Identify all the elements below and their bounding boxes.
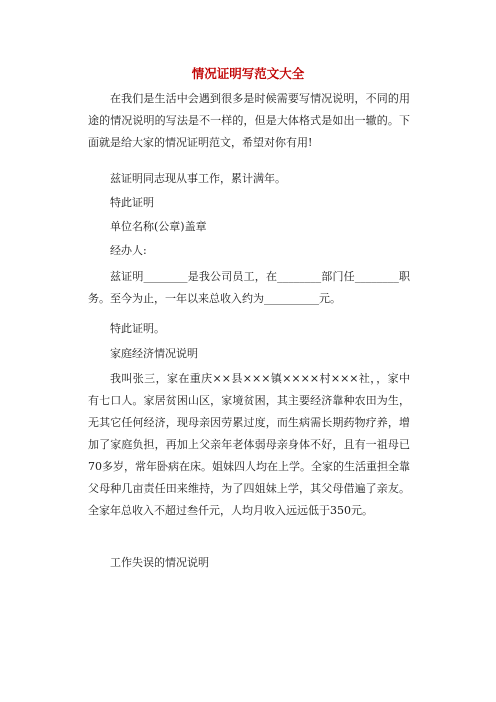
certificate-closing-line: 特此证明 xyxy=(110,196,154,209)
certificate-body-line: 兹证明同志现从事工作，累计满年。 xyxy=(110,172,286,185)
document-title: 情况证明写范文大全 xyxy=(191,66,305,81)
organization-seal-line: 单位名称(公章)盖章 xyxy=(110,220,207,233)
intro-paragraph: 在我们是生活中会遇到很多是时候需要写情况说明，不同的用途的情况说明的写法是不一样的，但是大体格式是如出一辙的。下面就是给大家的情况证明范文，希望对你有用! xyxy=(88,92,410,149)
employment-closing-line: 特此证明。 xyxy=(110,322,165,335)
section-heading-family-finance: 家庭经济情况说明 xyxy=(110,347,198,360)
employment-certificate-paragraph: 兹证明________是我公司员工，在________部门任________职务。至今为止，一年以来总收入约为__________元。 xyxy=(88,270,410,305)
section-heading-work-error: 工作失误的情况说明 xyxy=(110,556,209,569)
handler-line: 经办人: xyxy=(110,244,147,257)
family-finance-paragraph: 我叫张三，家在重庆××县×××镇××××村×××社，，家中有七口人。家居贫困山区，家境贫困，其主要经济靠种农田为生，无其它任何经济，现母亲因劳累过度，而生病需长期药物疗养，增加了家庭负担，再加上父亲年老体弱母亲身体不好，且有一祖母已70多岁，常年卧病在床。姐妹四人均在上学。全家的生活重担全靠父母种几亩责任田来维持，为了四姐妹上学，其父母借遍了亲友。全家年总收入不超过叁仟元，人均月收入远远低于350元。 xyxy=(88,372,410,517)
